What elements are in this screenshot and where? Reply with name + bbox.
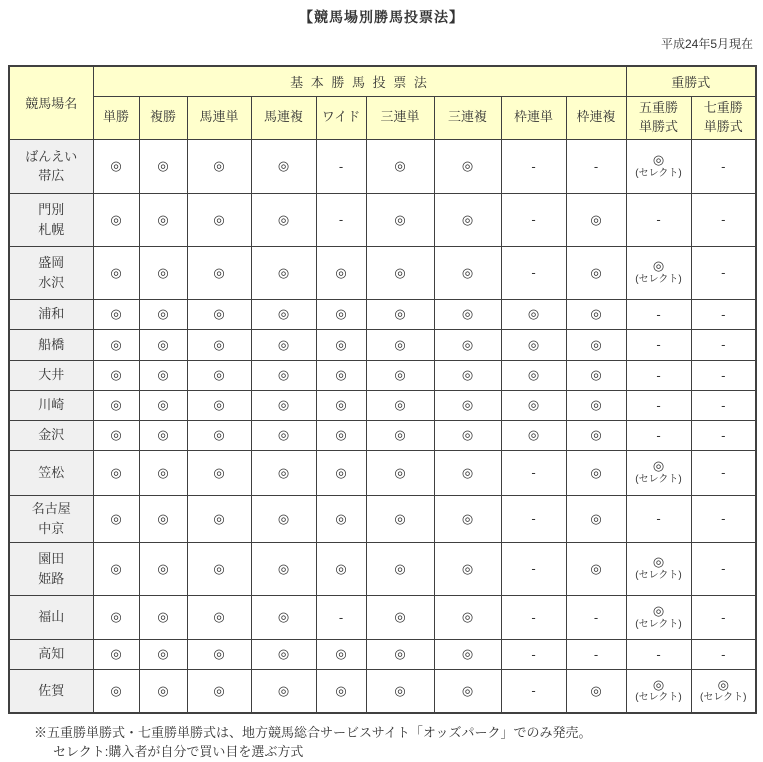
table-body [9,139,756,713]
cell-available: ◎ [187,329,251,360]
cell-available: ◎ [566,246,626,299]
column-header-6: 三連単 [366,96,434,139]
cell-available: ◎ [366,595,434,639]
cell-available: ◎ [251,495,316,542]
cell-not-available: - [626,420,691,450]
table-row [9,193,756,246]
cell-not-available: - [316,139,366,193]
select-note: (セレクト) [635,274,682,286]
cell-available: ◎ [187,669,251,713]
cell-available: ◎ [366,390,434,420]
cell-available: ◎ [93,360,139,390]
racecourse-name: 名古屋 中京 [9,495,93,542]
cell-available: ◎ [251,139,316,193]
cell-available: ◎ [93,193,139,246]
cell-available: ◎ [251,390,316,420]
cell-not-available: - [566,639,626,669]
cell-available: ◎ [366,542,434,595]
available-mark: ◎ [652,458,665,474]
group-header-multi-win: 重勝式 [626,66,756,96]
cell-available: ◎ [366,299,434,329]
available-mark: ◎ [652,151,665,167]
footnote-select-definition: セレクト:購入者が自分で買い目を選ぶ方式 [53,743,304,759]
cell-available: ◎ [434,360,501,390]
cell-available: ◎ [566,299,626,329]
cell-available: ◎ [501,390,566,420]
table-row [9,360,756,390]
cell-available: ◎ [434,139,501,193]
available-mark: ◎ [652,602,665,618]
cell-available: ◎ [501,299,566,329]
cell-available: ◎ [566,360,626,390]
cell-not-available: - [691,595,756,639]
cell-not-available: - [501,595,566,639]
table-row [9,420,756,450]
cell-available: ◎ [93,595,139,639]
racecourse-name: 浦和 [9,299,93,329]
betting-methods-table [8,65,757,714]
cell-available: ◎ [434,390,501,420]
group-header-row [9,66,756,96]
cell-not-available: - [691,360,756,390]
cell-not-available: - [626,495,691,542]
cell-available: ◎ [187,595,251,639]
racecourse-name: 船橋 [9,329,93,360]
cell-available: ◎ [251,542,316,595]
table-row [9,669,756,713]
cell-not-available: - [691,299,756,329]
cell-available: ◎ [139,420,187,450]
cell-not-available: - [691,495,756,542]
cell-not-available: - [626,360,691,390]
table-row [9,139,756,193]
cell-available: ◎ [139,542,187,595]
cell-available: ◎ [366,193,434,246]
cell-not-available: - [691,193,756,246]
cell-available: ◎ [187,299,251,329]
racecourse-name: 大井 [9,360,93,390]
cell-not-available: - [566,595,626,639]
column-header-5: ワイド [316,96,366,139]
table-row [9,639,756,669]
cell-available: ◎ [93,390,139,420]
cell-available: ◎ [366,669,434,713]
cell-available: ◎ [139,360,187,390]
select-note: (セレクト) [635,167,682,179]
cell-available: ◎ [316,669,366,713]
table-row [9,542,756,595]
table-row [9,495,756,542]
footnotes [0,724,763,762]
cell-not-available: - [691,139,756,193]
available-mark: ◎ [717,676,729,692]
cell-available: ◎ [251,420,316,450]
cell-available: ◎ [434,669,501,713]
available-mark: ◎ [652,554,665,570]
cell-available: ◎ [434,595,501,639]
cell-available: ◎ [566,193,626,246]
column-header-row [9,96,756,139]
cell-available: ◎ [187,193,251,246]
cell-not-available: - [626,193,691,246]
cell-available-select [626,450,691,495]
racecourse-name: 川崎 [9,390,93,420]
corner-header-racecourse: 競馬場名 [9,66,93,139]
cell-available: ◎ [316,420,366,450]
cell-not-available: - [691,420,756,450]
cell-available: ◎ [93,246,139,299]
cell-not-available: - [626,329,691,360]
cell-available: ◎ [139,299,187,329]
cell-available: ◎ [187,139,251,193]
cell-not-available: - [501,669,566,713]
cell-available: ◎ [316,360,366,390]
table-row [9,246,756,299]
cell-available: ◎ [316,390,366,420]
column-header-7: 三連複 [434,96,501,139]
cell-available: ◎ [139,669,187,713]
cell-not-available: - [691,639,756,669]
cell-available: ◎ [139,390,187,420]
page-title: 【競馬場別勝馬投票法】 [299,9,464,25]
cell-not-available: - [501,542,566,595]
select-note: (セレクト) [635,692,682,704]
select-note: (セレクト) [635,570,682,582]
racecourse-name: 園田 姫路 [9,542,93,595]
cell-available: ◎ [187,420,251,450]
cell-available: ◎ [366,139,434,193]
cell-available: ◎ [434,299,501,329]
select-note: (セレクト) [635,474,682,486]
cell-available: ◎ [251,329,316,360]
cell-available: ◎ [501,420,566,450]
cell-available: ◎ [187,542,251,595]
cell-available: ◎ [93,139,139,193]
cell-available: ◎ [93,450,139,495]
cell-available-select [626,246,691,299]
cell-available-select [626,139,691,193]
cell-not-available: - [316,595,366,639]
cell-available: ◎ [251,299,316,329]
cell-not-available: - [501,639,566,669]
cell-not-available: - [501,193,566,246]
cell-not-available: - [691,329,756,360]
table-row [9,595,756,639]
cell-available: ◎ [316,450,366,495]
cell-available: ◎ [93,542,139,595]
cell-available: ◎ [139,495,187,542]
cell-not-available: - [626,299,691,329]
cell-not-available: - [691,450,756,495]
table-row [9,450,756,495]
cell-available: ◎ [251,360,316,390]
cell-available: ◎ [366,420,434,450]
cell-available: ◎ [566,420,626,450]
cell-available: ◎ [139,193,187,246]
cell-available: ◎ [93,420,139,450]
cell-available: ◎ [566,669,626,713]
cell-available: ◎ [187,639,251,669]
cell-available: ◎ [316,246,366,299]
cell-not-available: - [501,495,566,542]
cell-available: ◎ [566,495,626,542]
column-header-4: 馬連複 [251,96,316,139]
cell-not-available: - [566,139,626,193]
cell-not-available: - [691,390,756,420]
table-row [9,390,756,420]
cell-not-available: - [501,139,566,193]
footnote-oddspark: ※五重勝単勝式・七重勝単勝式は、地方競馬総合サービスサイト「オッズパーク」でのみ発売。 [34,725,592,740]
cell-available: ◎ [251,193,316,246]
cell-not-available: - [691,542,756,595]
racecourse-name: 金沢 [9,420,93,450]
cell-available: ◎ [316,495,366,542]
cell-not-available: - [501,450,566,495]
racecourse-name: 佐賀 [9,669,93,713]
cell-available-select [691,669,756,713]
cell-not-available: - [626,390,691,420]
cell-available: ◎ [434,246,501,299]
cell-available: ◎ [251,669,316,713]
cell-available: ◎ [434,193,501,246]
group-header-basic-betting: 基 本 勝 馬 投 票 法 [93,66,626,96]
cell-available: ◎ [316,329,366,360]
cell-available: ◎ [316,639,366,669]
column-header-10: 五重勝 単勝式 [626,96,691,139]
cell-available: ◎ [139,246,187,299]
cell-available: ◎ [93,329,139,360]
cell-available: ◎ [139,595,187,639]
racecourse-name: 盛岡 水沢 [9,246,93,299]
cell-available: ◎ [434,450,501,495]
cell-available: ◎ [187,495,251,542]
column-header-11: 七重勝 単勝式 [691,96,756,139]
cell-available: ◎ [366,495,434,542]
cell-available: ◎ [139,329,187,360]
cell-available: ◎ [139,450,187,495]
cell-available: ◎ [366,246,434,299]
cell-available-select [626,595,691,639]
column-header-8: 枠連単 [501,96,566,139]
cell-available: ◎ [187,246,251,299]
select-note: (セレクト) [635,618,682,630]
cell-available: ◎ [251,450,316,495]
cell-available: ◎ [93,495,139,542]
cell-available: ◎ [434,639,501,669]
date-note: 平成24年5月現在 [660,37,753,51]
cell-available: ◎ [566,542,626,595]
cell-not-available: - [316,193,366,246]
column-header-3: 馬連単 [187,96,251,139]
racecourse-name: 笠松 [9,450,93,495]
cell-available-select [626,669,691,713]
select-note: (セレクト) [700,692,747,704]
cell-available: ◎ [251,246,316,299]
cell-available: ◎ [434,420,501,450]
cell-available: ◎ [187,390,251,420]
cell-available: ◎ [139,139,187,193]
racecourse-name: 門別 札幌 [9,193,93,246]
cell-available: ◎ [93,299,139,329]
racecourse-name: 福山 [9,595,93,639]
cell-available: ◎ [434,542,501,595]
cell-available: ◎ [366,329,434,360]
cell-available: ◎ [93,639,139,669]
cell-available: ◎ [566,450,626,495]
cell-available: ◎ [316,542,366,595]
cell-available: ◎ [501,329,566,360]
cell-available: ◎ [434,329,501,360]
column-header-9: 枠連複 [566,96,626,139]
cell-available: ◎ [251,639,316,669]
cell-available: ◎ [566,390,626,420]
table-row [9,299,756,329]
table-row [9,329,756,360]
cell-not-available: - [691,246,756,299]
racecourse-name: 高知 [9,639,93,669]
cell-not-available: - [501,246,566,299]
cell-not-available: - [626,639,691,669]
available-mark: ◎ [652,258,665,274]
cell-available: ◎ [187,360,251,390]
racecourse-name: ばんえい 帯広 [9,139,93,193]
cell-available: ◎ [139,639,187,669]
available-mark: ◎ [652,676,665,692]
cell-available: ◎ [501,360,566,390]
column-header-1: 単勝 [93,96,139,139]
cell-available: ◎ [93,669,139,713]
column-header-2: 複勝 [139,96,187,139]
cell-available: ◎ [566,329,626,360]
cell-available: ◎ [316,299,366,329]
cell-available: ◎ [187,450,251,495]
cell-available: ◎ [434,495,501,542]
cell-available-select [626,542,691,595]
cell-available: ◎ [366,450,434,495]
table-header [9,66,756,139]
cell-available: ◎ [366,639,434,669]
cell-available: ◎ [251,595,316,639]
cell-available: ◎ [366,360,434,390]
